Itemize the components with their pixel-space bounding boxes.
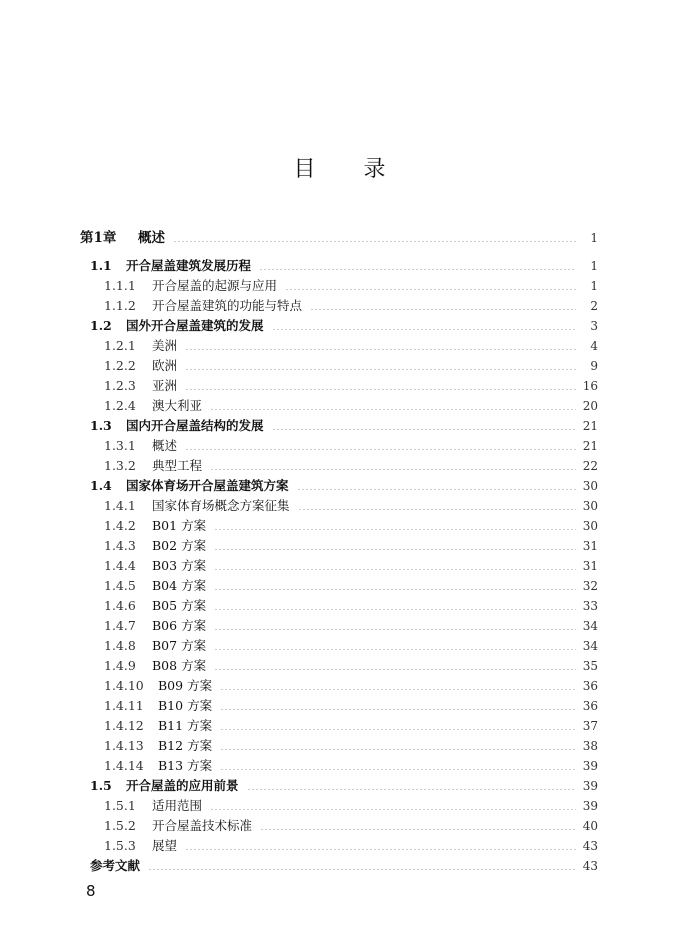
toc-entry-title: 亚洲 (152, 378, 178, 393)
toc-entry-title: B11 方案 (158, 718, 213, 733)
toc-entry-number: 1.4.4 (104, 558, 136, 573)
toc-subsection-entry[interactable] (80, 556, 598, 576)
toc-leader-dots (220, 729, 576, 730)
toc-leader-dots (185, 849, 576, 850)
toc-entry-number: 1.4.2 (104, 518, 136, 533)
toc-leader-dots (148, 869, 576, 870)
toc-entry-page: 30 (582, 519, 598, 533)
toc-entry-number: 1.4 (90, 478, 112, 493)
toc-entry-number: 1.4.1 (104, 498, 136, 513)
toc-entry-number: 1.1 (90, 258, 112, 273)
toc-entry-title: 适用范围 (152, 798, 203, 813)
toc-entry-number: 1.5 (90, 778, 112, 793)
toc-leader-dots (210, 409, 576, 410)
toc-subsection-entry[interactable] (80, 456, 598, 476)
toc-chapter-entry[interactable] (80, 228, 598, 248)
toc-subsection-entry[interactable] (80, 816, 598, 836)
page-number: 8 (86, 882, 96, 900)
toc-entry-title: 典型工程 (152, 458, 203, 473)
toc-leader-dots (185, 349, 576, 350)
toc-entry-title: 参考文献 (90, 858, 141, 873)
toc-section-entry[interactable] (80, 416, 598, 436)
toc-leader-dots (298, 509, 576, 510)
toc-leader-dots (220, 769, 576, 770)
toc-leader-dots (214, 609, 576, 610)
toc-subsection-entry[interactable] (80, 276, 598, 296)
toc-leader-dots (214, 549, 576, 550)
toc-entry-title: B03 方案 (152, 558, 207, 573)
toc-subsection-entry[interactable] (80, 356, 598, 376)
toc-leader-dots (272, 429, 576, 430)
toc-entry-page: 37 (582, 719, 598, 733)
toc-entry-number: 1.2.4 (104, 398, 136, 413)
toc-entry-number: 第1章 (80, 230, 117, 246)
toc-entry-number: 1.3.1 (104, 438, 136, 453)
toc-subsection-entry[interactable] (80, 696, 598, 716)
toc-entry-title: 国家体育场概念方案征集 (152, 498, 290, 513)
toc-entry-number: 1.4.14 (104, 758, 144, 773)
toc-entry-number: 1.4.11 (104, 698, 144, 713)
toc-leader-dots (285, 289, 576, 290)
toc-subsection-entry[interactable] (80, 576, 598, 596)
toc-entry-page: 40 (582, 819, 598, 833)
toc-entry-title: B01 方案 (152, 518, 207, 533)
toc-entry-title: 开合屋盖的起源与应用 (152, 278, 278, 293)
toc-entry-title: 开合屋盖建筑的功能与特点 (152, 298, 303, 313)
toc-entry-title: 展望 (152, 838, 178, 853)
toc-entry-page: 4 (590, 339, 598, 353)
toc-entry-page: 32 (582, 579, 598, 593)
toc-entry-page: 22 (582, 459, 598, 473)
toc-entry-title: 美洲 (152, 338, 178, 353)
toc-entry-title: B05 方案 (152, 598, 207, 613)
toc-subsection-entry[interactable] (80, 796, 598, 816)
toc-entry-title: B06 方案 (152, 618, 207, 633)
toc-references-entry[interactable] (80, 856, 598, 876)
toc-entry-title: B02 方案 (152, 538, 207, 553)
toc-section-entry[interactable] (80, 776, 598, 796)
toc-leader-dots (185, 369, 576, 370)
toc-entry-title: B12 方案 (158, 738, 213, 753)
toc-entry-title: B07 方案 (152, 638, 207, 653)
toc-entry-page: 31 (582, 539, 598, 553)
toc-entry-page: 35 (582, 659, 598, 673)
toc-entry-number: 1.4.3 (104, 538, 136, 553)
toc-leader-dots (260, 829, 576, 830)
toc-subsection-entry[interactable] (80, 536, 598, 556)
toc-entry-page: 34 (582, 639, 598, 653)
toc-entry-page: 36 (582, 699, 598, 713)
toc-entry-number: 1.2.2 (104, 358, 136, 373)
toc-entry-number: 1.4.9 (104, 658, 136, 673)
toc-entry-page: 39 (582, 779, 598, 793)
toc-entry-title: 欧洲 (152, 358, 178, 373)
toc-entry-page: 21 (582, 439, 598, 453)
toc-subsection-entry[interactable] (80, 716, 598, 736)
toc-entry-number: 1.4.12 (104, 718, 144, 733)
toc-subsection-entry[interactable] (80, 376, 598, 396)
toc-entry-number: 1.2.1 (104, 338, 136, 353)
toc-section-entry[interactable] (80, 476, 598, 496)
toc-entry-page: 1 (590, 231, 598, 245)
toc-entry-title: B08 方案 (152, 658, 207, 673)
toc-leader-dots (220, 689, 576, 690)
toc-entry-title: 概述 (152, 438, 178, 453)
toc-entry-number: 1.3.2 (104, 458, 136, 473)
toc-leader-dots (220, 749, 576, 750)
toc-leader-dots (185, 449, 576, 450)
toc-leader-dots (214, 669, 576, 670)
toc-entry-number: 1.1.1 (104, 278, 136, 293)
toc-leader-dots (247, 789, 576, 790)
toc-entry-page: 38 (582, 739, 598, 753)
toc-subsection-entry[interactable] (80, 516, 598, 536)
toc-entry-page: 39 (582, 759, 598, 773)
toc-entry-page: 2 (590, 299, 598, 313)
toc-leader-dots (185, 389, 576, 390)
toc-entry-number: 1.5.1 (104, 798, 136, 813)
toc-entry-number: 1.4.7 (104, 618, 136, 633)
toc-entry-title: B10 方案 (158, 698, 213, 713)
toc-entry-number: 1.2 (90, 318, 112, 333)
toc-entry-number: 1.4.10 (104, 678, 144, 693)
toc-subsection-entry[interactable] (80, 436, 598, 456)
toc-entry-page: 36 (582, 679, 598, 693)
toc-subsection-entry[interactable] (80, 656, 598, 676)
toc-entry-number: 1.3 (90, 418, 112, 433)
toc-entry-page: 3 (590, 319, 598, 333)
toc-leader-dots (220, 709, 576, 710)
toc-subsection-entry[interactable] (80, 676, 598, 696)
toc-subsection-entry[interactable] (80, 836, 598, 856)
toc-subsection-entry[interactable] (80, 296, 598, 316)
toc-subsection-entry[interactable] (80, 596, 598, 616)
toc-entry-title: 国内开合屋盖结构的发展 (126, 418, 264, 433)
toc-subsection-entry[interactable] (80, 616, 598, 636)
toc-entry-page: 39 (582, 799, 598, 813)
toc-leader-dots (310, 309, 576, 310)
toc-entry-title: B13 方案 (158, 758, 213, 773)
toc-subsection-entry[interactable] (80, 736, 598, 756)
toc-leader-dots (210, 809, 576, 810)
toc-leader-dots (272, 329, 576, 330)
toc-leader-dots (173, 241, 576, 242)
toc-leader-dots (214, 629, 576, 630)
toc-entry-number: 1.4.13 (104, 738, 144, 753)
toc-entry-page: 30 (582, 479, 598, 493)
toc-entry-title: 概述 (138, 230, 165, 246)
toc-entry-page: 34 (582, 619, 598, 633)
toc-leader-dots (214, 589, 576, 590)
toc-entry-title: B04 方案 (152, 578, 207, 593)
toc-entry-number: 1.4.8 (104, 638, 136, 653)
toc-entry-page: 16 (582, 379, 598, 393)
toc-section-entry[interactable] (80, 256, 598, 276)
toc-entry-page: 33 (582, 599, 598, 613)
toc-leader-dots (210, 469, 576, 470)
toc-entry-number: 1.4.5 (104, 578, 136, 593)
page-title (0, 152, 679, 183)
toc-entry-number: 1.5.2 (104, 818, 136, 833)
toc-entry-page: 21 (582, 419, 598, 433)
toc-subsection-entry[interactable] (80, 496, 598, 516)
toc-entry-title: 开合屋盖建筑发展历程 (126, 258, 252, 273)
toc-section-entry[interactable] (80, 316, 598, 336)
toc-entry-title: 澳大利亚 (152, 398, 203, 413)
toc-subsection-entry[interactable] (80, 396, 598, 416)
toc-subsection-entry[interactable] (80, 756, 598, 776)
toc-entry-page: 43 (582, 839, 598, 853)
toc-entry-title: 国外开合屋盖建筑的发展 (126, 318, 264, 333)
toc-entry-page: 31 (582, 559, 598, 573)
toc-leader-dots (297, 489, 576, 490)
toc-entry-title: 开合屋盖技术标准 (152, 818, 253, 833)
toc-entry-page: 1 (590, 279, 598, 293)
toc-leader-dots (214, 529, 576, 530)
toc-entry-number: 1.1.2 (104, 298, 136, 313)
toc-entry-number: 1.4.6 (104, 598, 136, 613)
toc-subsection-entry[interactable] (80, 336, 598, 356)
toc-entry-page: 1 (590, 259, 598, 273)
toc-entry-page: 30 (582, 499, 598, 513)
toc-entry-number: 1.2.3 (104, 378, 136, 393)
toc-leader-dots (214, 649, 576, 650)
table-of-contents (80, 228, 598, 876)
toc-entry-title: 国家体育场开合屋盖建筑方案 (126, 478, 289, 493)
toc-entry-number: 1.5.3 (104, 838, 136, 853)
toc-entry-page: 43 (582, 859, 598, 873)
toc-subsection-entry[interactable] (80, 636, 598, 656)
toc-entry-title: B09 方案 (158, 678, 213, 693)
page-title-right-char: 录 (363, 157, 386, 182)
toc-leader-dots (214, 569, 576, 570)
toc-entry-page: 20 (582, 399, 598, 413)
toc-leader-dots (259, 269, 576, 270)
toc-entry-page: 9 (590, 359, 598, 373)
toc-entry-title: 开合屋盖的应用前景 (126, 778, 239, 793)
page-title-left-char: 目 (293, 157, 316, 182)
